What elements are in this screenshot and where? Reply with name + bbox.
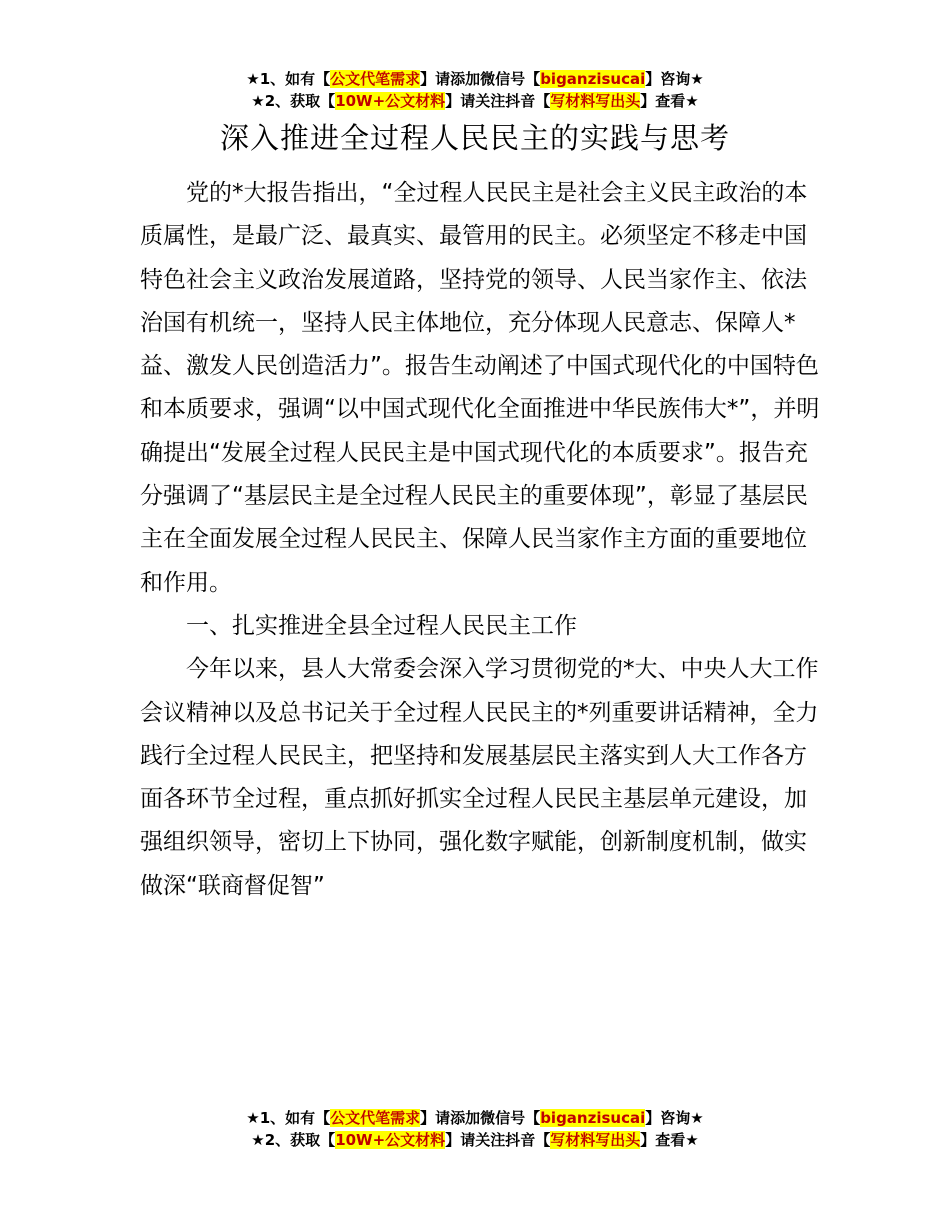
body-paragraph: 党的*大报告指出，“全过程人民民主是社会主义民主政治的本质属性，是最广泛、最真实、最管用的民主。必须坚定不移走中国特色社会主义政治发展道路，坚持党的领导、人民当家作主、依法治国有机统一，坚持人民主体地位，充分体现人民意志、保障人*益、激发人民创造活力”。报告生动阐述了中国式现代化的中国特色和本质要求，强调“以中国式现代化全面推进中华民族伟大*”，并明确提出“发展全过程人民民主是中国式现代化的本质要求”。报告充分强调了“基层民主是全过程人民民主的重要体现”，彰显了基层民主在全面发展全过程人民民主、保障人民当家作主方面的重要地位和作用。 bbox=[140, 180, 820, 596]
header-banner bbox=[0, 68, 950, 112]
banner-text: 】请关注抖音【 bbox=[445, 1131, 551, 1149]
star-icon: ★ bbox=[685, 92, 699, 110]
banner-text: 2、获取【 bbox=[264, 92, 336, 110]
banner-highlight: biganzisucai bbox=[540, 70, 646, 88]
section-heading: 一、扎实推进全县全过程人民民主工作 bbox=[186, 612, 577, 639]
star-icon: ★ bbox=[685, 1131, 699, 1149]
banner-highlight: 写材料写出头 bbox=[550, 92, 641, 110]
document-body bbox=[140, 172, 820, 908]
banner-text: 】请关注抖音【 bbox=[445, 92, 551, 110]
banner-text: 】查看 bbox=[640, 92, 686, 110]
banner-text: 1、如有【 bbox=[259, 70, 331, 88]
banner-line-2 bbox=[0, 1129, 950, 1151]
banner-text: 】查看 bbox=[640, 1131, 686, 1149]
document-title: 深入推进全过程人民民主的实践与思考 bbox=[219, 121, 730, 155]
banner-highlight: biganzisucai bbox=[540, 1109, 646, 1127]
banner-highlight: 公文代笔需求 bbox=[330, 70, 421, 88]
body-paragraph: 今年以来，县人大常委会深入学习贯彻党的*大、中央人大工作会议精神以及总书记关于全过程人民民主的*列重要讲话精神，全力践行全过程人民民主，把坚持和发展基层民主落实到人大工作各方面各环节全过程，重点抓好抓实全过程人民民主基层单元建设，加强组织领导，密切上下协同，强化数字赋能，创新制度机制，做实做深“联商督促智” bbox=[140, 656, 819, 899]
banner-text: 1、如有【 bbox=[259, 1109, 331, 1127]
footer-banner bbox=[0, 1107, 950, 1151]
star-icon: ★ bbox=[246, 1109, 260, 1127]
banner-highlight: 公文代笔需求 bbox=[330, 1109, 421, 1127]
star-icon: ★ bbox=[690, 70, 704, 88]
banner-text: 】咨询 bbox=[645, 1109, 691, 1127]
star-icon: ★ bbox=[690, 1109, 704, 1127]
banner-text: 2、获取【 bbox=[264, 1131, 336, 1149]
banner-line-1 bbox=[0, 1107, 950, 1129]
banner-text: 】请添加微信号【 bbox=[420, 70, 541, 88]
star-icon: ★ bbox=[251, 1131, 265, 1149]
banner-line-1 bbox=[0, 68, 950, 90]
banner-highlight: 10W+公文材料 bbox=[335, 92, 446, 110]
banner-highlight: 写材料写出头 bbox=[550, 1131, 641, 1149]
banner-text: 】咨询 bbox=[645, 70, 691, 88]
star-icon: ★ bbox=[246, 70, 260, 88]
banner-text: 】请添加微信号【 bbox=[420, 1109, 541, 1127]
banner-line-2 bbox=[0, 90, 950, 112]
banner-highlight: 10W+公文材料 bbox=[335, 1131, 446, 1149]
star-icon: ★ bbox=[251, 92, 265, 110]
